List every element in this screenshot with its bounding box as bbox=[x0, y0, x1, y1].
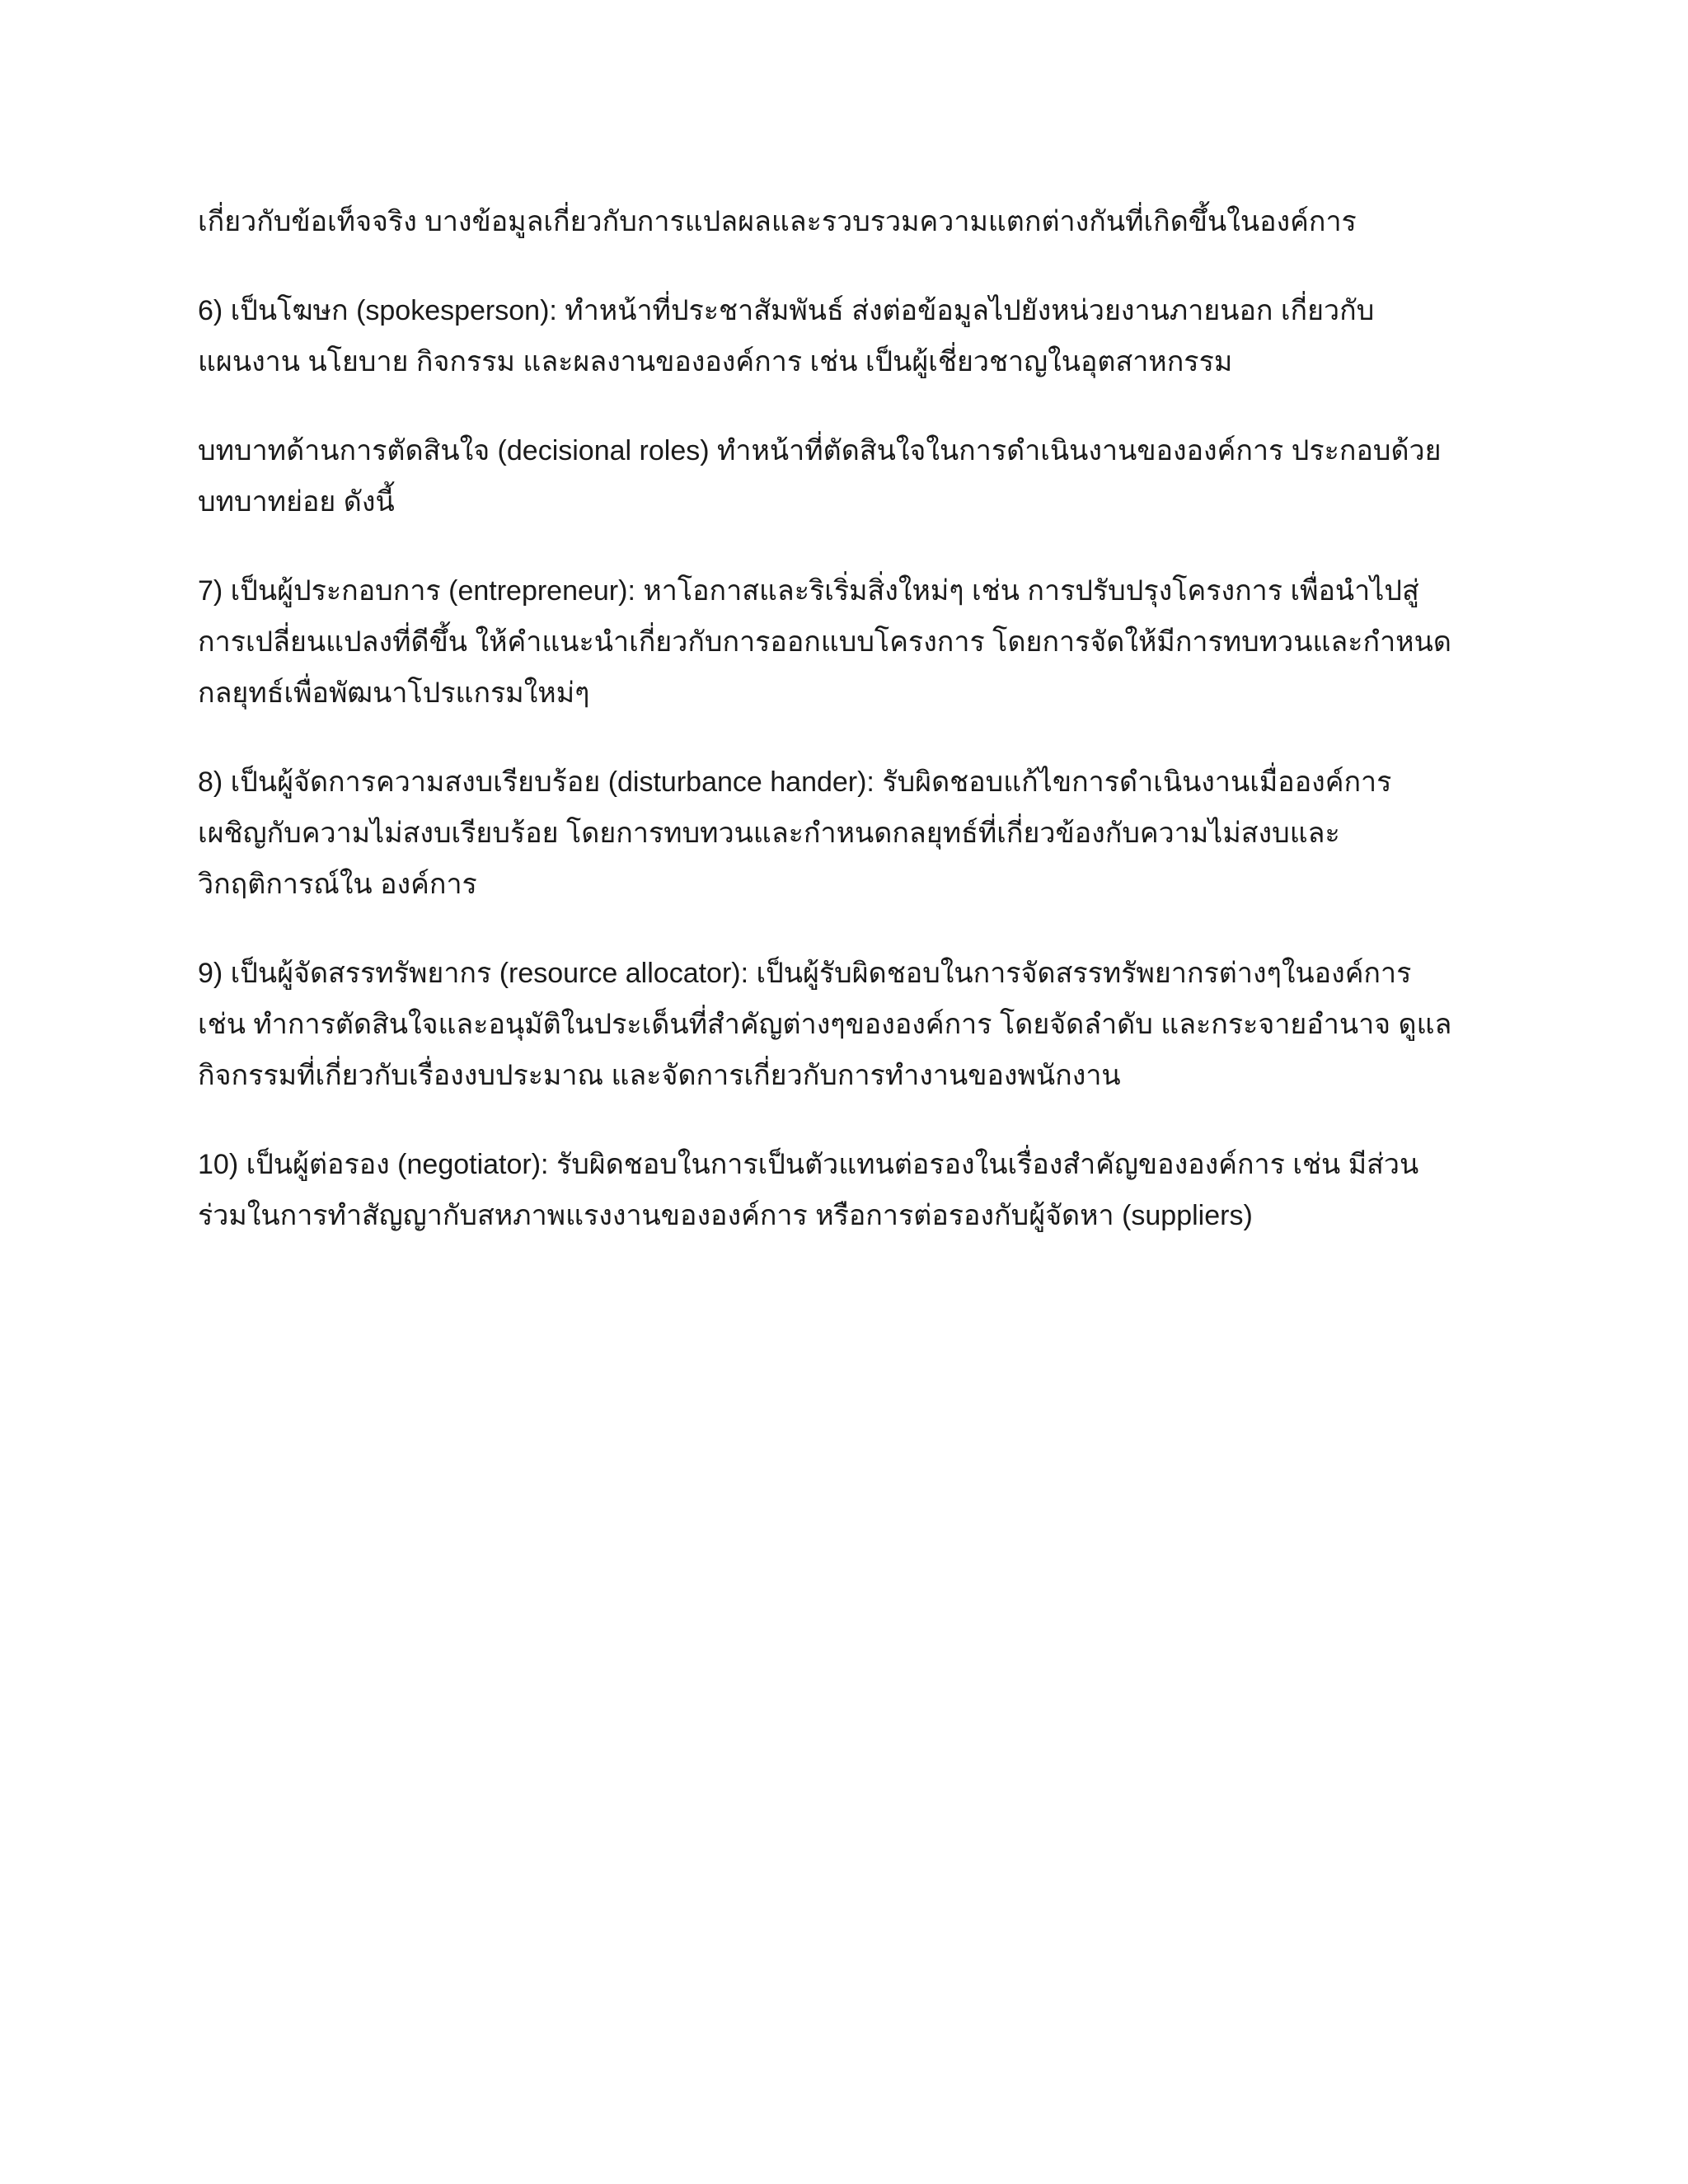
paragraph-line: แผนงาน นโยบาย กิจกรรม และผลงานขององค์การ เช่น เป็นผู้เชี่ยวชาญในอุตสาหกรรม bbox=[198, 346, 1233, 377]
paragraph-spokesperson bbox=[198, 285, 1500, 387]
paragraph-negotiator bbox=[198, 1139, 1500, 1241]
paragraph-line: วิกฤติการณ์ใน องค์การ bbox=[198, 869, 477, 900]
paragraph-line: กลยุทธ์เพื่อพัฒนาโปรแกรมใหม่ๆ bbox=[198, 677, 590, 709]
paragraph-line: การเปลี่ยนแปลงที่ดีขึ้น ให้คำแนะนำเกี่ยวกับการออกแบบโครงการ โดยการจัดให้มีการทบทวนและกำหนด bbox=[198, 626, 1451, 658]
paragraph-decisional-roles bbox=[198, 425, 1500, 527]
paragraph-line: เกี่ยวกับข้อเท็จจริง บางข้อมูลเกี่ยวกับการแปลผลและรวบรวมความแตกต่างกันที่เกิดขึ้นในองค์การ bbox=[198, 206, 1357, 237]
paragraph-entrepreneur bbox=[198, 565, 1500, 719]
paragraph-disturbance-handler bbox=[198, 757, 1500, 910]
paragraph-line: กิจกรรมที่เกี่ยวกับเรื่องงบประมาณ และจัดการเกี่ยวกับการทำงานของพนักงาน bbox=[198, 1060, 1121, 1091]
paragraph-line: เผชิญกับความไม่สงบเรียบร้อย โดยการทบทวนและกำหนดกลยุทธ์ที่เกี่ยวข้องกับความไม่สงบและ bbox=[198, 818, 1340, 849]
paragraph-line: บทบาทด้านการตัดสินใจ (decisional roles) ทำหน้าที่ตัดสินใจในการดำเนินงานขององค์การ ประกอบด้วย bbox=[198, 435, 1442, 466]
paragraph-line: 6) เป็นโฆษก (spokesperson): ทำหน้าที่ประชาสัมพันธ์ ส่งต่อข้อมูลไปยังหน่วยงานภายนอก เกี่ยวกับ bbox=[198, 295, 1375, 326]
paragraph-line: ร่วมในการทำสัญญากับสหภาพแรงงานขององค์การ หรือการต่อรองกับผู้จัดหา (suppliers) bbox=[198, 1200, 1253, 1231]
paragraph-line: 7) เป็นผู้ประกอบการ (entrepreneur): หาโอกาสและริเริ่มสิ่งใหม่ๆ เช่น การปรับปรุงโครงการ เพื่อนำไปสู่ bbox=[198, 575, 1419, 607]
paragraph-resource-allocator bbox=[198, 948, 1500, 1101]
paragraph-line: 10) เป็นผู้ต่อรอง (negotiator): รับผิดชอบในการเป็นตัวแทนต่อรองในเรื่องสำคัญขององค์การ เช่น มีส่วน bbox=[198, 1149, 1419, 1180]
paragraph-line: 8) เป็นผู้จัดการความสงบเรียบร้อย (disturbance hander): รับผิดชอบแก้ไขการดำเนินงานเมื่อองค์การ bbox=[198, 766, 1392, 798]
paragraph-line: เช่น ทำการตัดสินใจและอนุมัติในประเด็นที่สำคัญต่างๆขององค์การ โดยจัดลำดับ และกระจายอำนาจ ดูแล bbox=[198, 1009, 1452, 1040]
paragraph-line: บทบาทย่อย ดังนี้ bbox=[198, 486, 395, 518]
document-body bbox=[198, 196, 1500, 1279]
paragraph-intro-continuation bbox=[198, 196, 1500, 247]
paragraph-line: 9) เป็นผู้จัดสรรทรัพยากร (resource allocator): เป็นผู้รับผิดชอบในการจัดสรรทรัพยากรต่างๆในองค์การ bbox=[198, 958, 1412, 989]
